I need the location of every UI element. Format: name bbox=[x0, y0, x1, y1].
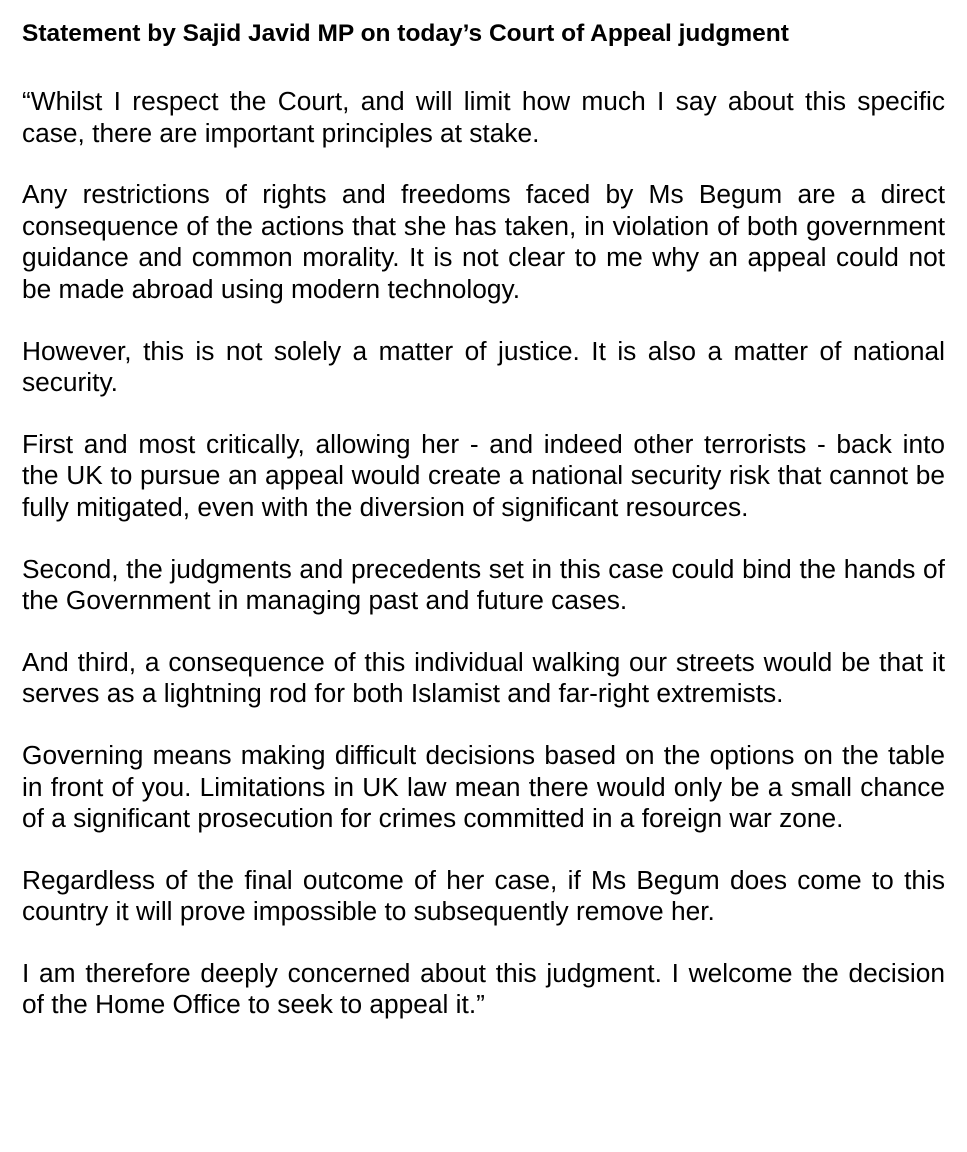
paragraph-first-point: First and most critically, allowing her - and indeed other terrorists - back into the UK to pursue an appeal would create a national security risk that cannot be fully mitigated, even with the diversion of significant resources. bbox=[22, 428, 945, 522]
paragraph-outcome: Regardless of the final outcome of her case, if Ms Begum does come to this country it will prove impossible to subsequently remove her. bbox=[22, 864, 945, 927]
paragraph-third-point: And third, a consequence of this individual walking our streets would be that it serves as a lightning rod for both Islamist and far-right extremists. bbox=[22, 646, 945, 709]
statement-document bbox=[22, 18, 945, 1051]
paragraph-second-point: Second, the judgments and precedents set in this case could bind the hands of the Government in managing past and future cases. bbox=[22, 553, 945, 616]
paragraph-restrictions: Any restrictions of rights and freedoms faced by Ms Begum are a direct consequence of the actions that she has taken, in violation of both government guidance and common morality. It is not clear to me why an appeal could not be made abroad using modern technology. bbox=[22, 179, 945, 304]
paragraph-intro: “Whilst I respect the Court, and will limit how much I say about this specific case, there are important principles at stake. bbox=[22, 86, 945, 148]
statement-title: Statement by Sajid Javid MP on today’s Court of Appeal judgment bbox=[22, 20, 789, 47]
paragraph-conclusion: I am therefore deeply concerned about this judgment. I welcome the decision of the Home Office to seek to appeal it.” bbox=[22, 957, 945, 1020]
paragraph-governing: Governing means making difficult decisions based on the options on the table in front of you. Limitations in UK law mean there would only be a small chance of a significant prosecution for crimes committed in a foreign war zone. bbox=[22, 739, 945, 834]
paragraph-national-security: However, this is not solely a matter of justice. It is also a matter of national security. bbox=[22, 335, 945, 398]
